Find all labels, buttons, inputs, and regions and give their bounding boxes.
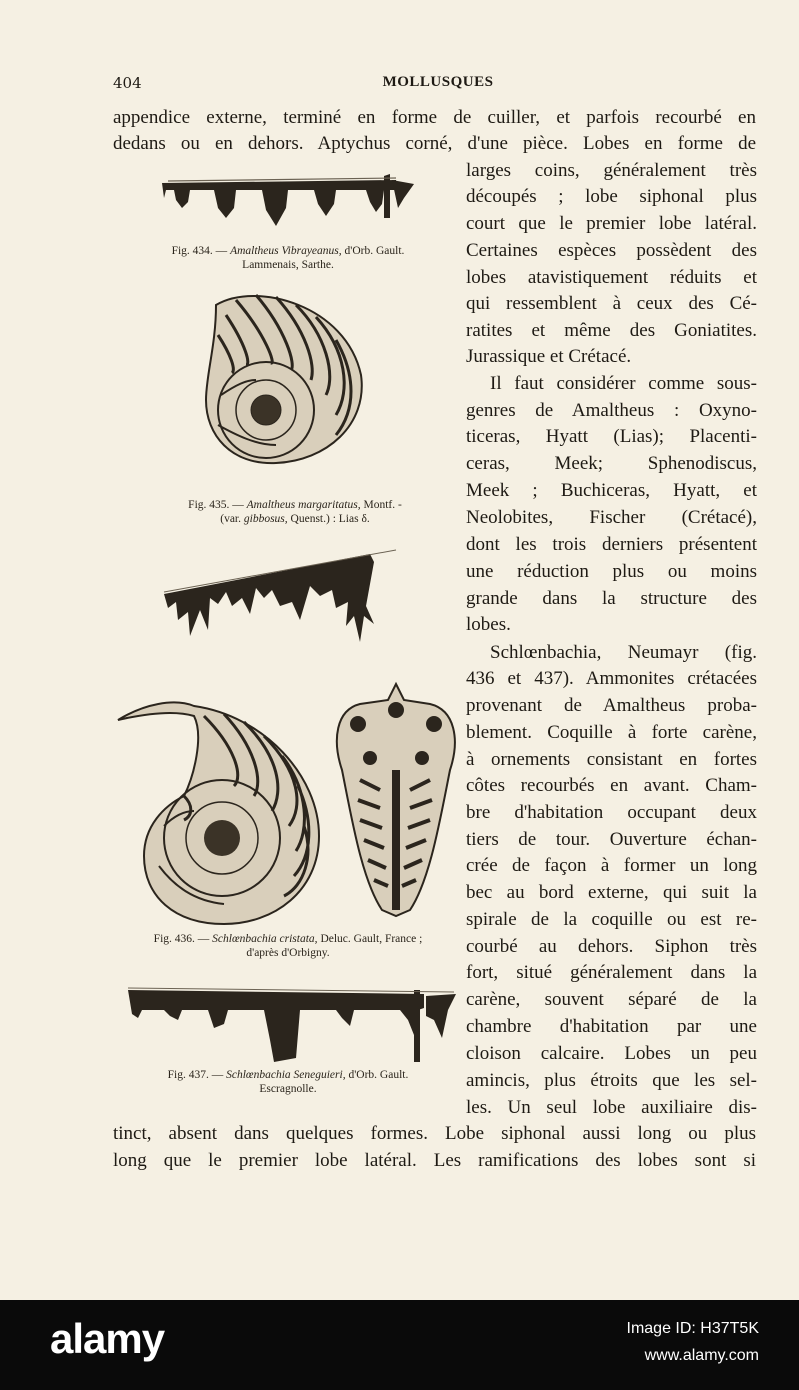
fig-434-suture-drawing: [158, 168, 420, 236]
page-number: 404: [113, 74, 142, 92]
text-line: Jurassique et Crétacé.: [466, 346, 632, 367]
image-id: Image ID: H37T5K: [626, 1320, 759, 1337]
text-line: ticeras, Hyatt (Lias); Placenti-: [466, 426, 757, 447]
running-header: [113, 74, 763, 96]
text-line: bre d'habitation occupant deux: [466, 802, 757, 823]
text-line: lobes.: [466, 614, 511, 635]
text-line: côtes recourbés en avant. Cham-: [466, 775, 757, 796]
text-line: blement. Coquille à forte carène,: [466, 722, 757, 743]
fig-437-suture-drawing: [124, 980, 458, 1066]
fig-436-front-view-drawing: [330, 680, 460, 918]
fig-435-ammonite-drawing: [196, 285, 371, 467]
text-line: les. Un seul lobe auxiliaire dis-: [466, 1097, 757, 1118]
text-line: Il faut considérer comme sous-: [490, 373, 757, 394]
text-line: larges coins, généralement très: [466, 160, 757, 181]
text-line: dedans ou en dehors. Aptychus corné, d'une pièce. Lobes en forme de: [113, 133, 756, 154]
text-line: spirale de la coquille ou est re-: [466, 909, 757, 930]
text-line: une réduction plus ou moins: [466, 561, 757, 582]
alamy-logo: alamy: [50, 1315, 165, 1362]
text-line: découpés ; lobe siphonal plus: [466, 186, 757, 207]
fig-436-ammonite-drawing: [114, 696, 324, 928]
fig-435-caption: Fig. 435. — Amaltheus margaritatus, Montf. - (var. gibbosus, Quenst.) : Lias δ.: [188, 499, 402, 525]
text-line: à ornements consistant en fortes: [466, 749, 757, 770]
fig-434-caption: Fig. 434. — Amaltheus Vibrayeanus, d'Orb. Gault. Lammenais, Sarthe.: [171, 245, 405, 271]
text-line: tinct, absent dans quelques formes. Lobe siphonal aussi long ou plus: [113, 1123, 756, 1144]
text-line: provenant de Amaltheus proba-: [466, 695, 757, 716]
fig-437-caption: Fig. 437. — Schlœnbachia Seneguieri, d'Orb. Gault. Escragnolle.: [167, 1069, 409, 1095]
text-line: crée de façon à former un long: [466, 855, 757, 876]
text-line: long que le premier lobe latéral. Les ramifications des lobes sont si: [113, 1150, 756, 1171]
text-line: tiers de tour. Ouverture échan-: [466, 829, 757, 850]
page-title: MOLLUSQUES: [382, 74, 494, 90]
text-line: 436 et 437). Ammonites crétacées: [466, 668, 757, 689]
text-line: carène, souvent séparé de la: [466, 989, 757, 1010]
fig-435-suture-drawing: [160, 546, 400, 650]
text-line: genres de Amaltheus : Oxyno-: [466, 400, 757, 421]
text-line: Schlœnbachia, Neumayr (fig.: [490, 642, 757, 663]
text-line: Certaines espèces possèdent des: [466, 240, 757, 261]
text-line: chambre d'habitation par une: [466, 1016, 757, 1037]
text-line: grande dans la structure des: [466, 588, 757, 609]
site-url: www.alamy.com: [644, 1347, 759, 1364]
text-line: appendice externe, terminé en forme de cuiller, et parfois recourbé en: [113, 107, 756, 128]
text-line: dont les trois derniers présentent: [466, 534, 757, 555]
text-line: lobes atavistiquement réduits et: [466, 267, 757, 288]
text-line: amincis, plus étroits que les sel-: [466, 1070, 757, 1091]
text-line: ceras, Meek; Sphenodiscus,: [466, 453, 757, 474]
text-line: qui ressemblent à ceux des Cé-: [466, 293, 757, 314]
text-line: Meek ; Buchiceras, Hyatt, et: [466, 480, 757, 501]
fig-436-caption: Fig. 436. — Schlœnbachia cristata, Deluc. Gault, France ; d'après d'Orbigny.: [153, 933, 423, 959]
text-line: bec au bord externe, qui suit la: [466, 882, 757, 903]
text-line: ratites et même des Goniatites.: [466, 320, 757, 341]
text-line: fort, situé généralement dans la: [466, 962, 757, 983]
text-line: court que le premier lobe latéral.: [466, 213, 757, 234]
text-line: Neolobites, Fischer (Crétacé),: [466, 507, 757, 528]
text-line: cloison calcaire. Lobes un peu: [466, 1043, 757, 1064]
text-line: courbé au dehors. Siphon très: [466, 936, 757, 957]
